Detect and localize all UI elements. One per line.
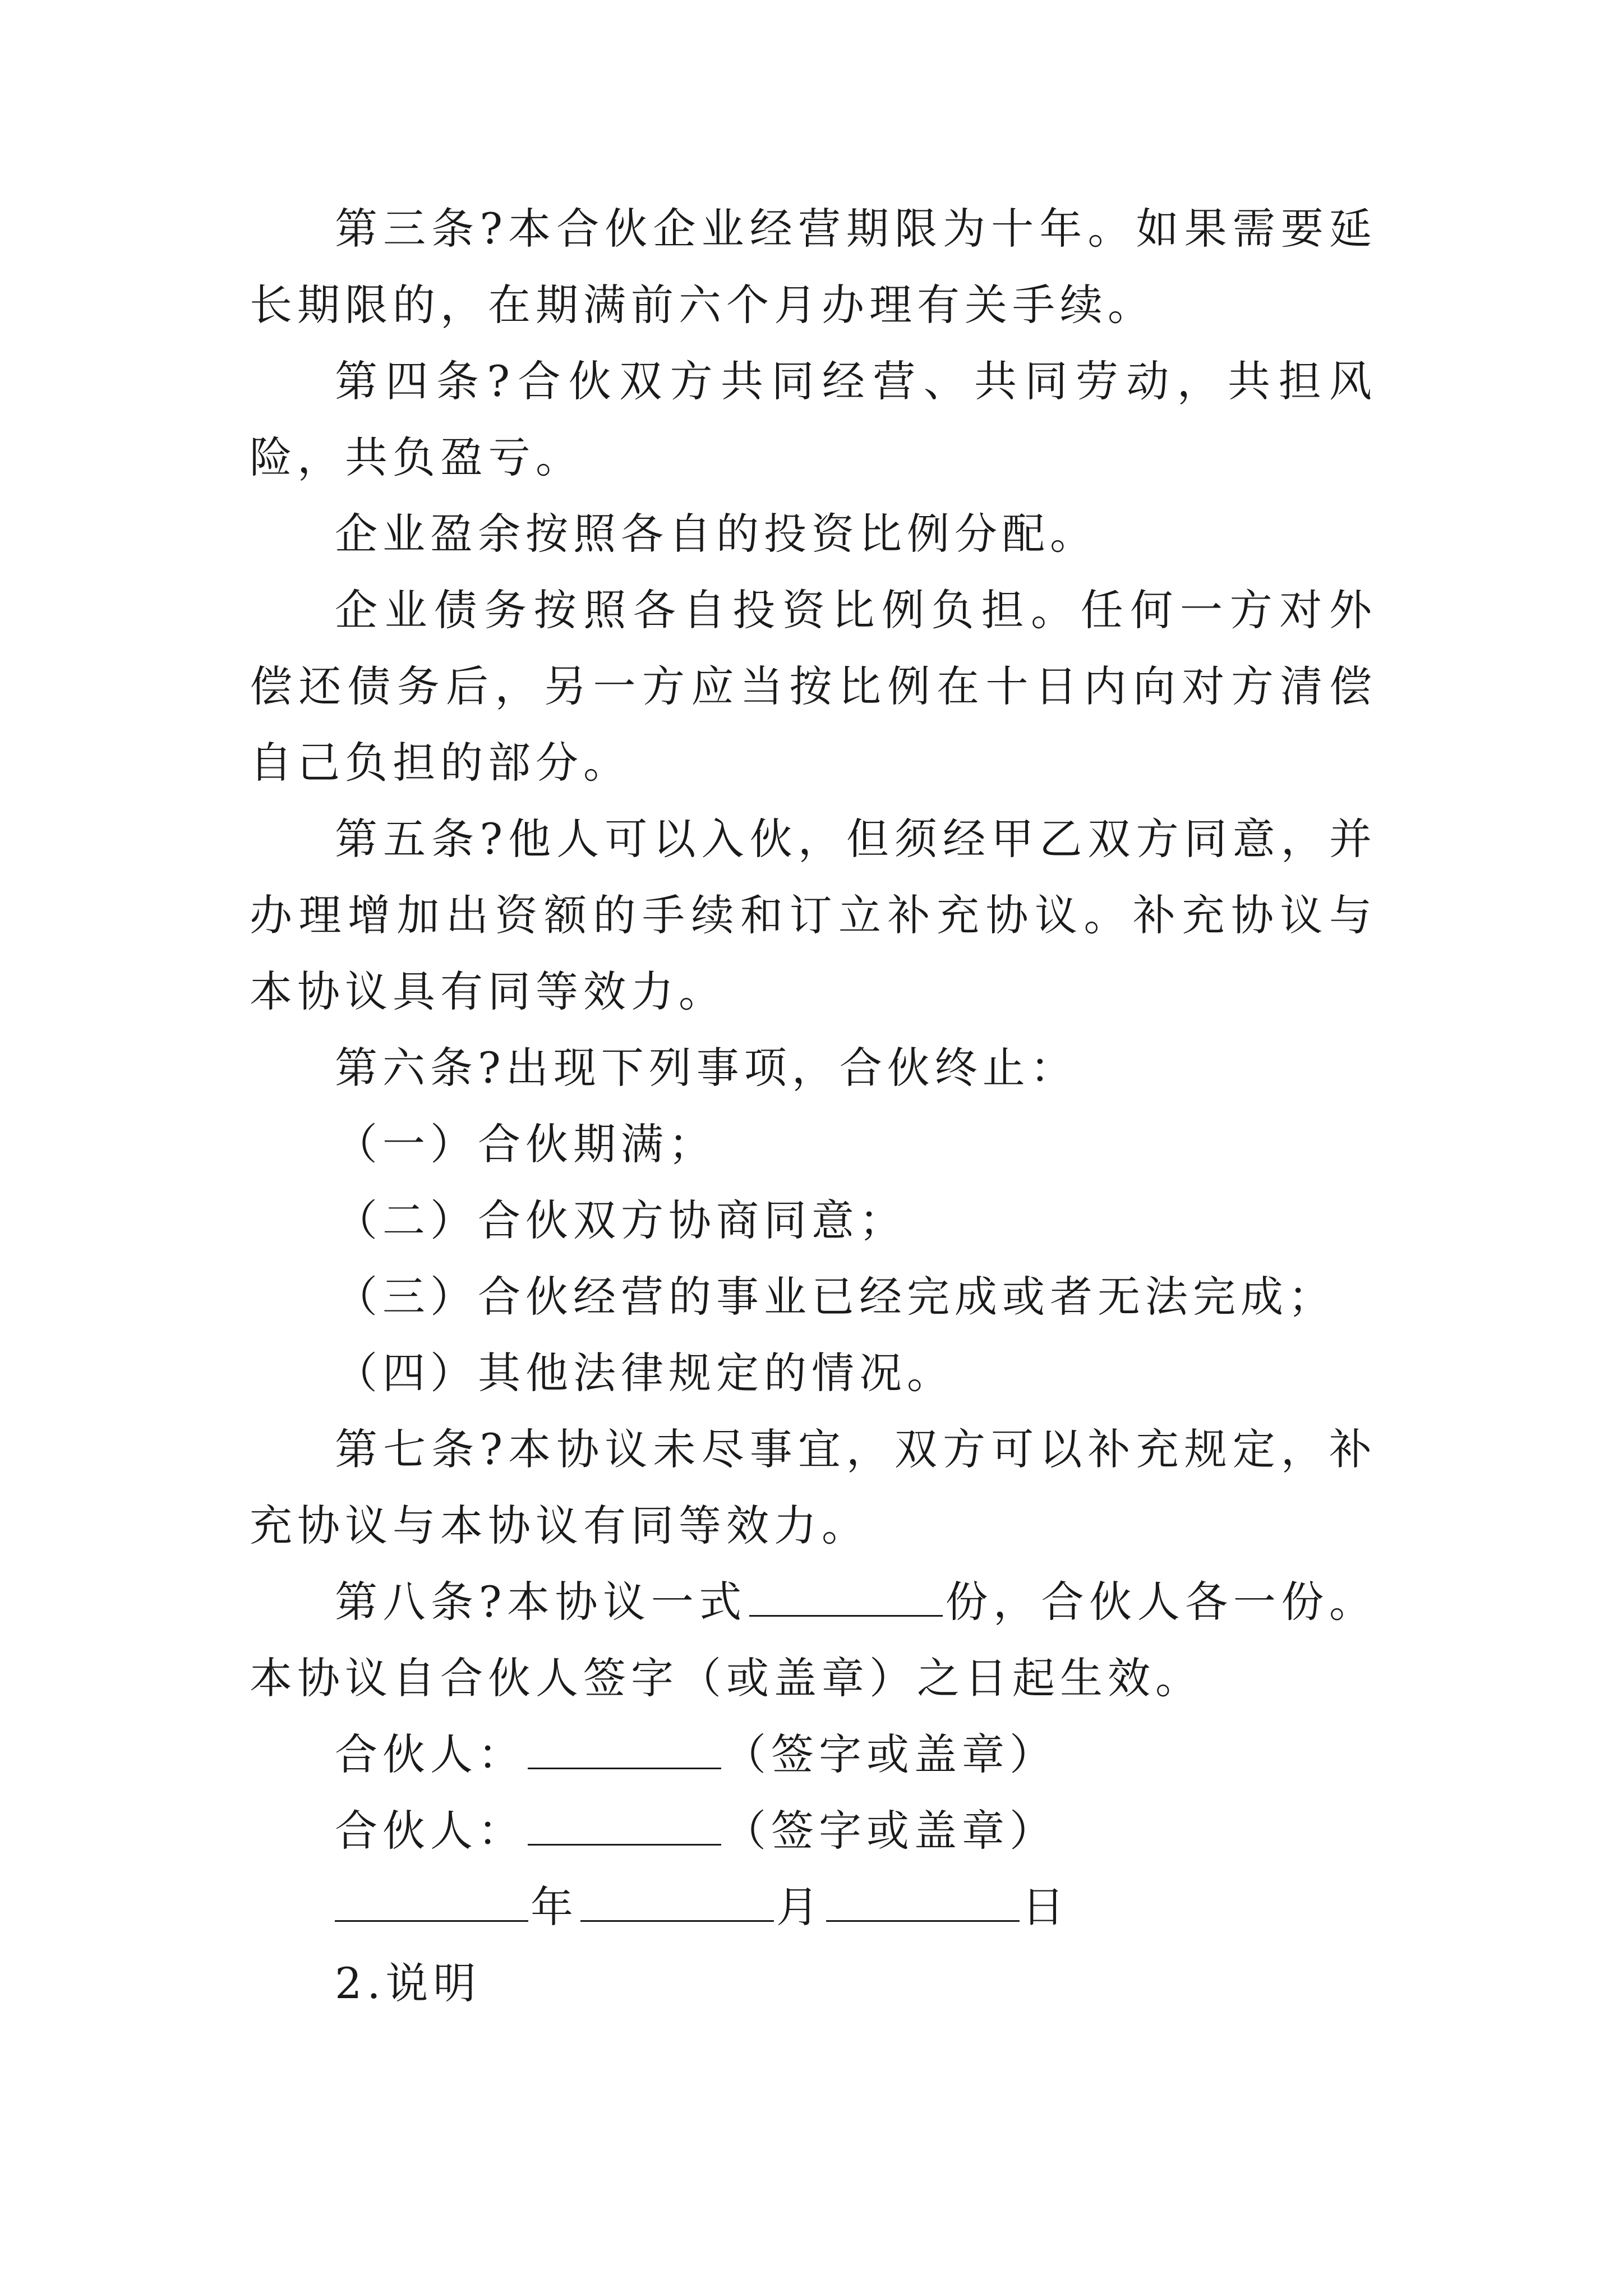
signature-line-2 [250,1793,1377,1869]
signature-line-1 [250,1717,1377,1793]
paragraph-article-4: 第四条?合伙双方共同经营、共同劳动，共担风险，共负盈亏。 [250,356,1377,482]
signature-label: 合伙人： [335,1729,525,1779]
month-blank-line [580,1884,774,1922]
document-page [250,191,1377,2022]
signature-blank-line [528,1808,721,1846]
list-item-1: （一）合伙期满； [335,1119,716,1169]
copies-blank-line [749,1579,943,1617]
year-blank-line [335,1884,528,1922]
month-label: 月 [776,1882,824,1932]
date-line [250,1869,1377,1945]
signature-label: 合伙人： [335,1806,525,1856]
day-label: 日 [1022,1882,1069,1932]
list-item-3: （三）合伙经营的事业已经完成或者无法完成； [335,1272,1336,1322]
paragraph-article-8 [250,1564,1377,1717]
article-8-text-end: 份，合伙人各一份。本协议自合伙人签字（或盖章）之日起生效。 [250,1577,1377,1703]
list-item-2: （二）合伙双方协商同意； [335,1195,907,1245]
section-heading: 2.说明 [335,1958,481,2008]
paragraph-debt: 企业债务按照各自投资比例负担。任何一方对外偿还债务后，另一方应当按比例在十日内向对方清偿自己负担的部分。 [250,585,1377,788]
signature-suffix: （签字或盖章） [723,1729,1057,1779]
paragraph-article-6: 第六条?出现下列事项，合伙终止： [335,1043,1078,1093]
signature-blank-line [528,1732,721,1769]
paragraph-article-3: 第三条?本合伙企业经营期限为十年。如果需要延长期限的，在期满前六个月办理有关手续。 [250,204,1377,330]
paragraph-article-5: 第五条?他人可以入伙，但须经甲乙双方同意，并办理增加出资额的手续和订立补充协议。补充协议与本协议具有同等效力。 [250,814,1377,1016]
paragraph-profit: 企业盈余按照各自的投资比例分配。 [335,509,1098,559]
day-blank-line [826,1884,1020,1922]
year-label: 年 [531,1882,578,1932]
signature-suffix: （签字或盖章） [723,1806,1057,1856]
article-8-text-start: 第八条?本协议一式 [335,1577,747,1627]
list-item-4: （四）其他法律规定的情况。 [335,1348,955,1398]
paragraph-article-7: 第七条?本协议未尽事宜，双方可以补充规定，补充协议与本协议有同等效力。 [250,1424,1377,1550]
